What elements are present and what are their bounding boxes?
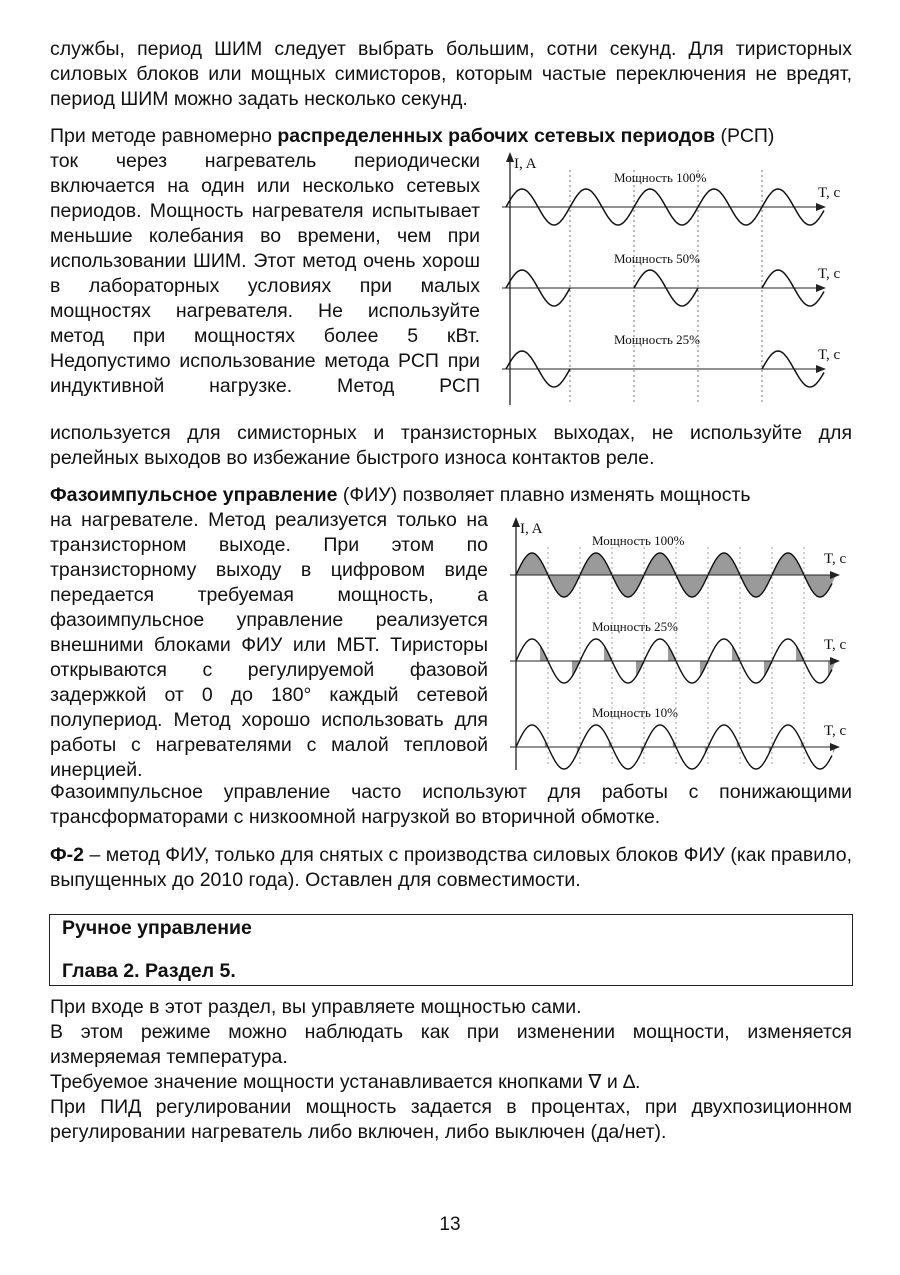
y-axis-label: I, A	[520, 521, 543, 537]
time-axis-arrow	[816, 284, 826, 292]
section-chapter: Глава 2. Раздел 5.	[62, 960, 236, 982]
waveform-row	[510, 619, 847, 683]
figure-rsp-svg	[494, 150, 854, 412]
waveform-row	[510, 533, 847, 597]
paragraph-fiu-intro	[50, 483, 852, 508]
rsp-abbrev: (РСП)	[715, 125, 775, 147]
paragraph-f2	[50, 843, 852, 893]
section-header-box	[49, 914, 853, 986]
f2-text: – метод ФИУ, только для снятых с производства силовых блоков ФИУ (как правило, выпущенных до 2010 года). Оставлен для совместимости.	[50, 844, 852, 891]
x-axis-label: T, c	[818, 347, 841, 363]
rsp-intro-text: При методе равномерно	[50, 125, 278, 147]
paragraph-manual-4: При ПИД регулировании мощность задается в процентах, при двухпозиционном регулировании нагреватель либо включен, либо выключен (да/нет).	[50, 1096, 852, 1143]
waveform-row	[502, 251, 841, 306]
y-axis-arrow	[506, 152, 514, 162]
paragraph-rsp-intro	[50, 124, 852, 149]
paragraph-pwm-period: службы, период ШИМ следует выбрать большим, сотни секунд. Для тиристорных силовых блоков или мощных симисторов, которым частые переключения не вредят, период ШИМ можно задать несколько секунд.	[50, 38, 852, 110]
waveform-row	[510, 705, 847, 769]
page-number: 13	[439, 1214, 461, 1235]
paragraph-fiu-body: на нагревателе. Метод реализуется только на транзисторном выходе. При этом по транзисторному выходу в цифровом виде передается требуемая мощность, а фазоимпульсное управление реализуется внешними блоками ФИУ или МБТ. Тиристоры открываются с регулируемой фазовой задержкой от 0 до 180° каждый сетевой полупериод. Метод хорошо использовать для работы с нагревателями с малой тепловой инерцией.	[50, 509, 488, 781]
x-axis-label: T, c	[818, 266, 841, 282]
time-axis-arrow	[830, 571, 840, 579]
power-label: Мощность 50%	[614, 251, 700, 266]
y-axis-arrow	[512, 517, 520, 527]
f2-term: Ф-2	[50, 844, 84, 866]
rsp-term: распределенных рабочих сетевых периодов	[277, 125, 716, 147]
paragraph-manual-1: При входе в этот раздел, вы управляете мощностью сами.	[50, 996, 582, 1018]
figure-fiu	[500, 515, 854, 777]
x-axis-label: T, c	[818, 185, 841, 201]
paragraph-manual-2: В этом режиме можно наблюдать как при изменении мощности, изменяется измеряемая температура.	[50, 1021, 852, 1068]
paragraph-fiu-tail: Фазоимпульсное управление часто используют для работы с понижающими трансформаторами с низкоомной нагрузкой во вторичной обмотке.	[50, 781, 852, 828]
waveform-row	[502, 332, 841, 387]
y-axis-label: I, A	[514, 156, 537, 172]
power-label: Мощность 100%	[614, 170, 707, 185]
section-title: Ручное управление	[62, 917, 252, 939]
paragraph-rsp-tail: используется для симисторных и транзисторных выходах, не используйте для релейных выходов во избежание быстрого износа контактов реле.	[50, 422, 852, 469]
figure-rsp	[494, 150, 854, 412]
fiu-intro-text: (ФИУ) позволяет плавно изменять мощность	[337, 484, 751, 506]
power-label: Мощность 10%	[592, 705, 678, 720]
time-axis-arrow	[816, 365, 826, 373]
power-label: Мощность 25%	[614, 332, 700, 347]
fiu-term: Фазоимпульсное управление	[50, 484, 338, 506]
x-axis-label: T, c	[824, 723, 847, 739]
power-label: Мощность 25%	[592, 619, 678, 634]
figure-fiu-svg	[500, 515, 854, 777]
time-axis-arrow	[816, 203, 826, 211]
paragraph-rsp-body: ток через нагреватель периодически включается на один или несколько сетевых периодов. Мощность нагревателя испытывает меньшие колебания во времени, чем при использовании ШИМ. Этот метод очень хорош в лабораторных условиях при малых мощностях нагревателя. Не используйте метод при мощностях более 5 кВт. Недопустимо использование метода РСП при индуктивной нагрузке. Метод РСП	[50, 150, 480, 397]
power-label: Мощность 100%	[592, 533, 685, 548]
waveform-row	[502, 170, 841, 225]
time-axis-arrow	[830, 657, 840, 665]
x-axis-label: T, c	[824, 637, 847, 653]
x-axis-label: T, c	[824, 551, 847, 567]
time-axis-arrow	[830, 743, 840, 751]
paragraph-manual-3: Требуемое значение мощности устанавливается кнопками ∇ и ∆.	[50, 1071, 641, 1093]
